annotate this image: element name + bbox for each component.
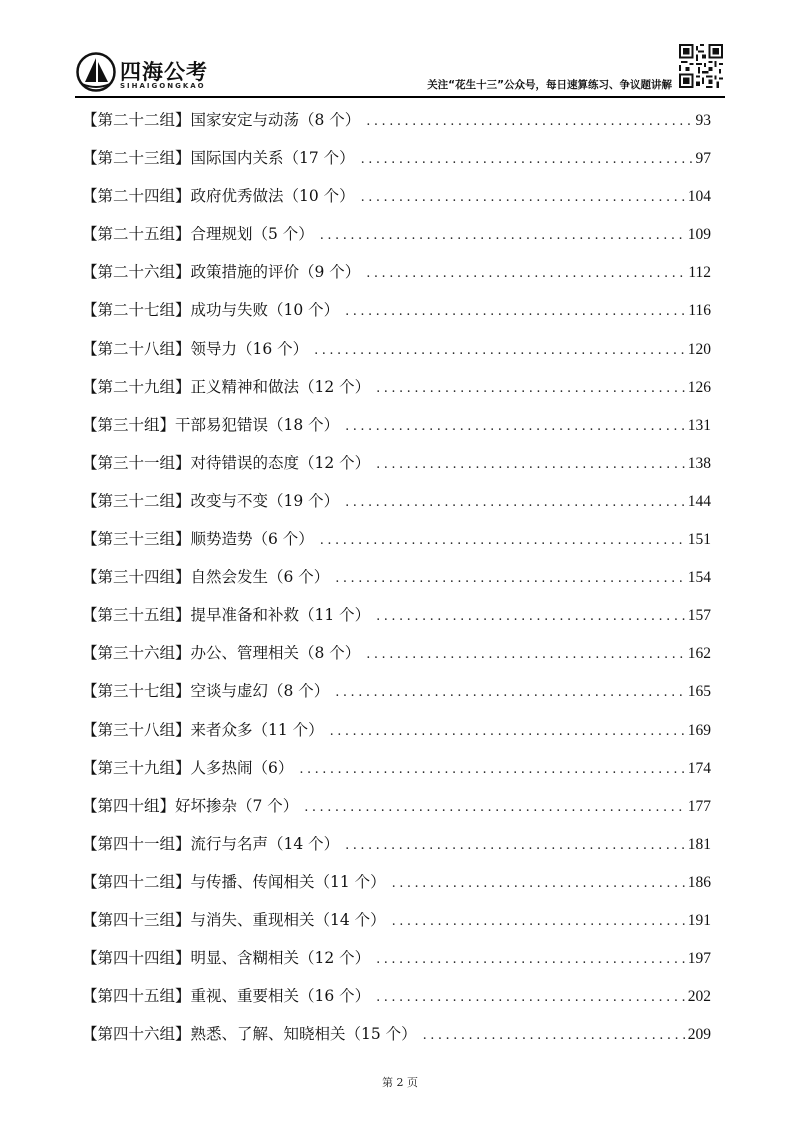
header-slogan: 关注“花生十三”公众号，每日速算练习、争议题讲解 bbox=[427, 79, 672, 91]
toc-leader-dots bbox=[345, 412, 686, 442]
toc-leader-dots bbox=[304, 793, 685, 823]
toc-entry-title: 【第二十八组】领导力（16 个） bbox=[82, 339, 309, 358]
toc-leader-dots bbox=[299, 755, 685, 785]
toc-entry[interactable] bbox=[82, 334, 711, 372]
toc-entry-title: 【第二十七组】成功与失败（10 个） bbox=[82, 301, 340, 320]
toc-entry-page: 144 bbox=[687, 492, 711, 510]
toc-entry[interactable] bbox=[82, 829, 711, 867]
toc-leader-dots bbox=[376, 450, 686, 480]
brand-logo bbox=[76, 52, 266, 96]
toc-entry-page: 97 bbox=[695, 150, 711, 168]
toc-entry-page: 104 bbox=[687, 188, 711, 206]
toc-entry-page: 202 bbox=[687, 988, 711, 1006]
toc-entry[interactable] bbox=[82, 981, 711, 1019]
toc-entry-title: 【第二十六组】政策措施的评价（9 个） bbox=[82, 263, 361, 282]
toc-entry-title: 【第四十一组】流行与名声（14 个） bbox=[82, 834, 340, 853]
toc-entry[interactable] bbox=[82, 295, 711, 333]
toc-entry-page: 157 bbox=[687, 607, 711, 625]
toc-entry[interactable] bbox=[82, 791, 711, 829]
toc-entry-title: 【第三十三组】顺势造势（6 个） bbox=[82, 530, 314, 549]
brand-name: 四海公考 bbox=[120, 60, 208, 84]
toc-entry-page: 126 bbox=[687, 378, 711, 396]
toc-entry-title: 【第三十二组】改变与不变（19 个） bbox=[82, 491, 340, 510]
toc-entry[interactable] bbox=[82, 257, 711, 295]
toc-entry-title: 【第四十五组】重视、重要相关（16 个） bbox=[82, 987, 371, 1006]
toc-entry-title: 【第二十三组】国际国内关系（17 个） bbox=[82, 149, 355, 168]
toc-entry[interactable] bbox=[82, 105, 711, 143]
toc-entry[interactable] bbox=[82, 676, 711, 714]
toc-entry-page: 138 bbox=[687, 454, 711, 472]
page-number: 第 2 页 bbox=[382, 1076, 418, 1089]
toc-entry-title: 【第四十二组】与传播、传闻相关（11 个） bbox=[82, 872, 386, 891]
toc-leader-dots bbox=[376, 945, 686, 975]
toc-entry-page: 177 bbox=[687, 797, 711, 815]
toc-entry-page: 116 bbox=[688, 302, 711, 320]
toc-entry[interactable] bbox=[82, 486, 711, 524]
toc-entry-page: 191 bbox=[687, 911, 711, 929]
toc-entry-page: 120 bbox=[687, 340, 711, 358]
toc-entry-page: 181 bbox=[687, 835, 711, 853]
toc-entry-page: 165 bbox=[687, 683, 711, 701]
toc-entry[interactable] bbox=[82, 943, 711, 981]
toc-entry-title: 【第四十三组】与消失、重现相关（14 个） bbox=[82, 910, 386, 929]
toc-entry-title: 【第三十四组】自然会发生（6 个） bbox=[82, 568, 330, 587]
toc-entry-title: 【第三十七组】空谈与虚幻（8 个） bbox=[82, 682, 330, 701]
toc-entry-page: 209 bbox=[687, 1026, 711, 1044]
toc-leader-dots bbox=[320, 526, 686, 556]
toc-leader-dots bbox=[345, 831, 686, 861]
toc-entry-title: 【第三十组】干部易犯错误（18 个） bbox=[82, 415, 340, 434]
toc-entry-title: 【第二十二组】国家安定与动荡（8 个） bbox=[82, 111, 361, 129]
toc-leader-dots bbox=[335, 564, 685, 594]
toc-leader-dots bbox=[376, 374, 686, 404]
toc-entry[interactable] bbox=[82, 410, 711, 448]
qr-code-icon bbox=[679, 44, 723, 88]
toc-entry-title: 【第四十四组】明显、含糊相关（12 个） bbox=[82, 949, 371, 968]
toc-entry-page: 109 bbox=[687, 226, 711, 244]
toc-entry[interactable] bbox=[82, 715, 711, 753]
page-header bbox=[0, 0, 800, 100]
toc-leader-dots bbox=[423, 1021, 686, 1051]
toc-entry-title: 【第三十六组】办公、管理相关（8 个） bbox=[82, 644, 361, 663]
toc-entry[interactable] bbox=[82, 905, 711, 943]
toc-entry[interactable] bbox=[82, 600, 711, 638]
toc-entry-page: 169 bbox=[687, 721, 711, 739]
sailboat-logo-icon bbox=[76, 52, 116, 92]
toc-entry[interactable] bbox=[82, 448, 711, 486]
toc-leader-dots bbox=[366, 259, 686, 289]
toc-entry-title: 【第四十六组】熟悉、了解、知晓相关（15 个） bbox=[82, 1025, 417, 1044]
toc-leader-dots bbox=[366, 640, 685, 670]
toc-entry[interactable] bbox=[82, 372, 711, 410]
brand-subtitle: SIHAIGONGKAO bbox=[120, 82, 206, 90]
toc-entry-title: 【第三十五组】提早准备和补救（11 个） bbox=[82, 606, 371, 625]
toc-entry[interactable] bbox=[82, 181, 711, 219]
toc-entry-page: 197 bbox=[687, 950, 711, 968]
toc-leader-dots bbox=[330, 717, 686, 747]
toc-leader-dots bbox=[392, 869, 686, 899]
toc-entry-title: 【第二十四组】政府优秀做法（10 个） bbox=[82, 187, 355, 206]
toc-leader-dots bbox=[376, 983, 686, 1013]
toc-leader-dots bbox=[361, 145, 694, 175]
toc-leader-dots bbox=[345, 488, 686, 518]
toc-entry[interactable] bbox=[82, 524, 711, 562]
toc-entry-title: 【第三十一组】对待错误的态度（12 个） bbox=[82, 453, 371, 472]
toc-entry-title: 【第三十九组】人多热闹（6） bbox=[82, 758, 294, 777]
toc-leader-dots bbox=[361, 183, 686, 213]
table-of-contents bbox=[82, 105, 711, 1057]
toc-entry[interactable] bbox=[82, 1019, 711, 1057]
toc-entry-page: 112 bbox=[688, 264, 711, 282]
toc-entry[interactable] bbox=[82, 753, 711, 791]
toc-entry-page: 151 bbox=[687, 531, 711, 549]
toc-leader-dots bbox=[314, 336, 686, 366]
toc-entry-title: 【第二十五组】合理规划（5 个） bbox=[82, 225, 314, 244]
toc-leader-dots bbox=[392, 907, 686, 937]
toc-entry[interactable] bbox=[82, 562, 711, 600]
toc-leader-dots bbox=[320, 221, 686, 251]
toc-entry-page: 186 bbox=[687, 873, 711, 891]
toc-leader-dots bbox=[345, 297, 686, 327]
toc-entry-title: 【第四十组】好坏掺杂（7 个） bbox=[82, 796, 299, 815]
toc-entry[interactable] bbox=[82, 219, 711, 257]
toc-entry-page: 174 bbox=[687, 759, 711, 777]
toc-leader-dots bbox=[376, 602, 686, 632]
toc-entry-title: 【第二十九组】正义精神和做法（12 个） bbox=[82, 377, 371, 396]
toc-entry[interactable] bbox=[82, 867, 711, 905]
header-rule bbox=[75, 96, 725, 98]
toc-entry-page: 93 bbox=[695, 112, 711, 129]
toc-entry-page: 131 bbox=[687, 416, 711, 434]
toc-entry[interactable] bbox=[82, 143, 711, 181]
toc-entry-page: 154 bbox=[687, 569, 711, 587]
toc-entry-title: 【第三十八组】来者众多（11 个） bbox=[82, 720, 324, 739]
toc-entry-page: 162 bbox=[687, 645, 711, 663]
toc-entry[interactable] bbox=[82, 638, 711, 676]
toc-leader-dots bbox=[335, 678, 685, 708]
toc-leader-dots bbox=[366, 107, 693, 137]
